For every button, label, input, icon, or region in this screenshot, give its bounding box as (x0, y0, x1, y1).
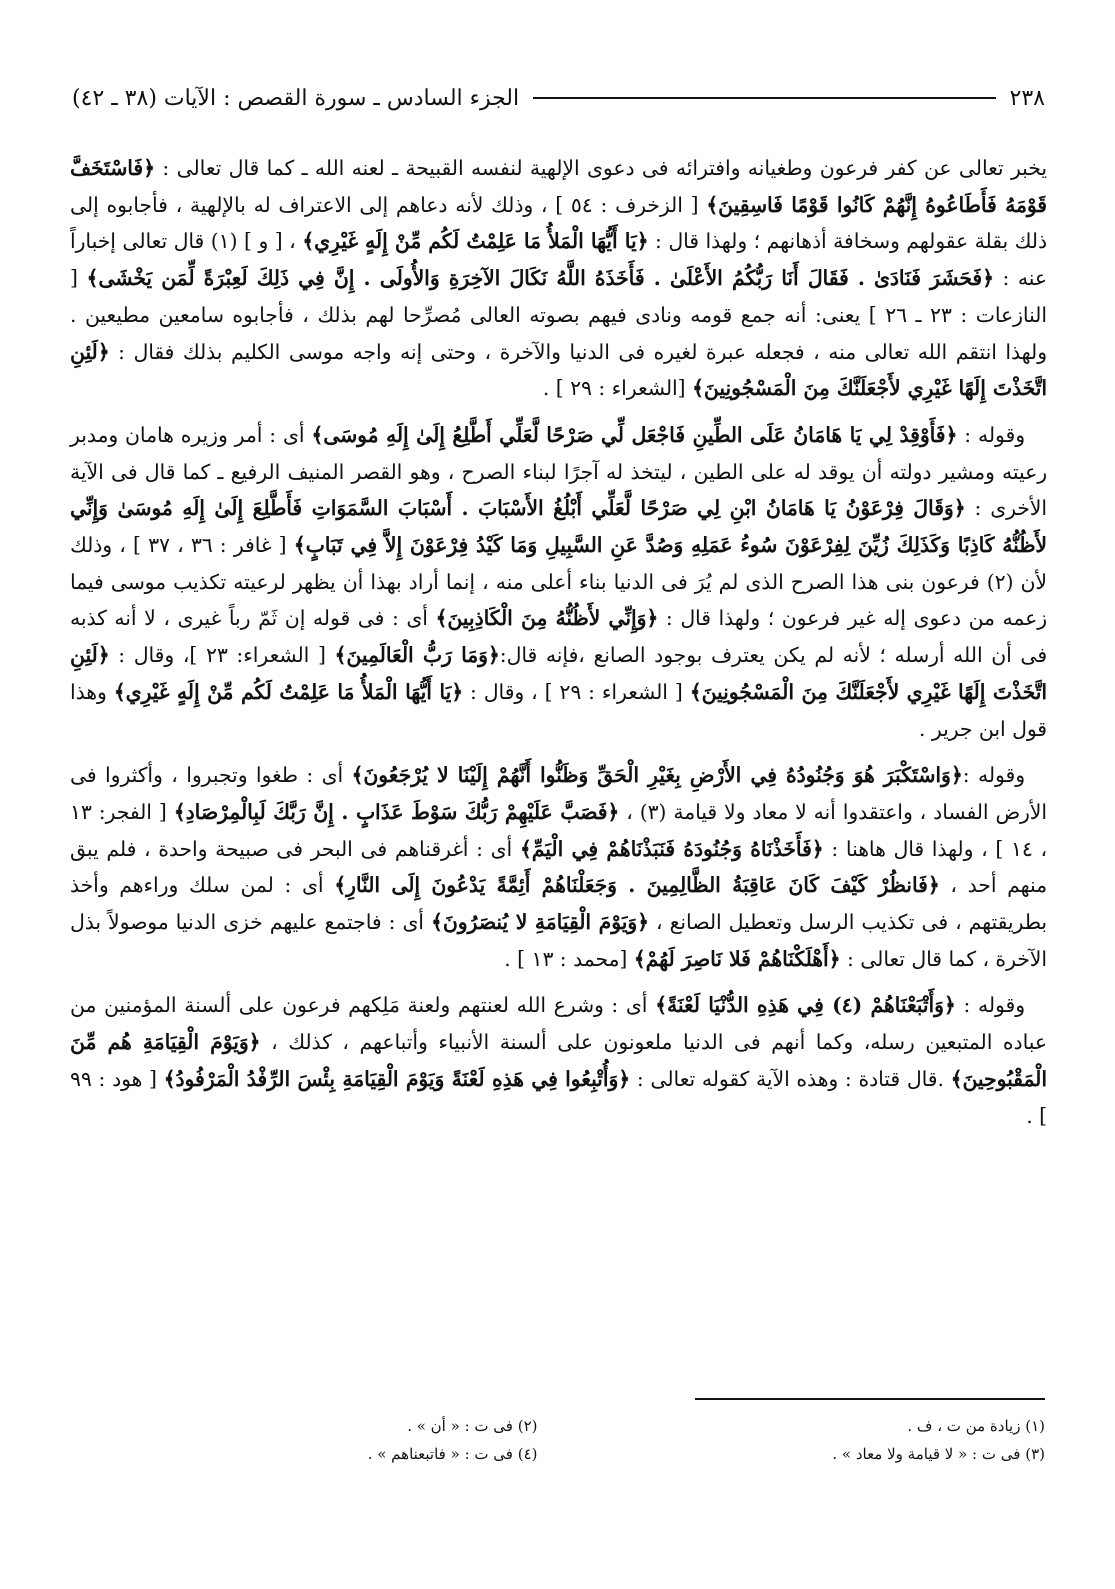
paragraph (70, 757, 1047, 977)
quran-quote: ﴿وَأَتْبَعْنَاهُمْ (٤) فِي هَذِهِ الدُّنْيَا لَعْنَةً﴾ (655, 993, 956, 1018)
text-run: .قال قتادة : وهذه الآية كقوله تعالى : (630, 1066, 951, 1091)
text-run: [ الفجر: ١٣ ، ١٤ ] ، ولهذا قال هاهنا : (70, 799, 1047, 861)
quran-quote: ﴿فَصَبَّ عَلَيْهِمْ رَبُّكَ سَوْطَ عَذَابٍ . إِنَّ رَبَّكَ لَبِالْمِرْصَادِ﴾ (173, 799, 620, 824)
text-run: [ الشعراء : ٢٩ ] ، وقال : (463, 679, 690, 704)
quran-quote: ﴿وَيَوْمَ الْقِيَامَةِ لا يُنصَرُونَ﴾ (430, 910, 650, 935)
text-run: وهذا قول ابن جرير . (70, 679, 1047, 741)
footnote-1: (١) زيادة من ت ، ف . (907, 1417, 1045, 1435)
text-run: يخبر تعالى عن كفر فرعون وطغيانه وافترائه فى دعوى الإلهية لنفسه القبيحة ـ لعنه الله ـ كما قال تعالى : (154, 156, 1047, 180)
text-run: أى : فى قوله إن ثَمّ رباً غيرى ، لا أنه كذبه فى أن الله أرسله ؛ لأنه لم يكن يعترف بوجود الصانع ،فإنه قال: (70, 606, 1048, 668)
quran-quote: ﴿وَقَالَ فِرْعَوْنُ يَا هَامَانُ ابْنِ لِي صَرْحًا لَّعَلِّي أَبْلُغُ الأَسْبَابَ . أَسْبَابَ السَّمَوَاتِ فَأَطَّلِعَ إِلَىٰ إِلَهِ مُوسَىٰ وَإِنِّي لأَظُنُّهُ كَاذِبًا وَكَذَلِكَ زُيِّنَ لِفِرْعَوْنَ سُوءُ عَمَلِهِ وَصُدَّ عَنِ السَّبِيلِ وَمَا كَيْدُ فِرْعَوْنَ إِلاَّ فِي تَبَابٍ﴾ (70, 496, 1047, 558)
quran-quote: ﴿وَإِنِّي لأَظُنُّهُ مِنَ الْكَاذِبِينَ﴾ (435, 606, 659, 631)
quran-quote: ﴿وَمَا رَبُّ الْعَالَمِينَ﴾ (334, 643, 500, 668)
text-run: أى : أغرقناهم فى البحر فى صبيحة واحدة ، فلم يبق منهم أحد ، (70, 836, 1047, 898)
quran-quote: ﴿فَانظُرْ كَيْفَ كَانَ عَاقِبَةُ الظَّالِمِينَ . وَجَعَلْنَاهُمْ أَئِمَّةً يَدْعُونَ إِلَى النَّارِ﴾ (334, 873, 940, 898)
text-run: [ غافر : ٣٦ ، ٣٧ ] ، وذلك لأن (٢) فرعون بنى هذا الصرح الذى لم يُرَ فى الدنيا بناء أعلى منه ، إنما أراد بهذا أن يظهر لرعيته تكذيب موسى فيما زعمه من دعوى إله غير فرعون ؛ ولهذا قال : (70, 533, 1048, 631)
text-run: أى : أمر وزيره هامان ومدبر رعيته ومشير دولته أن يوقد له على الطين ، ليتخذ له آجرًا لبناء الصرح ، وهو القصر المنيف الرفيع ـ كما قال فى الآية الأخرى : (70, 422, 1048, 521)
footnotes (70, 1412, 1045, 1468)
quran-quote: ﴿فَاسْتَخَفَّ قَوْمَهُ فَأَطَاعُوهُ إِنَّهُمْ كَانُوا قَوْمًا فَاسِقِينَ﴾ (70, 156, 1047, 217)
text-run: أى : وشرع الله لعنتهم ولعنة مَلِكهم فرعون على ألسنة المؤمنين من عباده المتبعين رسله، وكما أنهم فى الدنيا ملعونون على ألسنة الأنبياء وأتباعهم ، كذلك ، (70, 993, 1047, 1055)
running-header (72, 78, 1045, 118)
tafsir-body (70, 150, 1047, 1134)
text-run: [محمد : ١٣ ] . (504, 946, 634, 971)
page-number: ٢٣٨ (1009, 85, 1045, 111)
text-run: [ هود : ٩٩ ] . (70, 1066, 1047, 1128)
text-run: وقوله : (962, 763, 1026, 788)
footnote-4: (٤) فى ت : « فاتبعناهم » . (367, 1445, 538, 1463)
header-title: الجزء السادس ـ سورة القصص : الآيات (٣٨ ـ ٤٢) (72, 85, 520, 111)
text-run: ، [ و ] (١) قال تعالى إخباراً عنه : (70, 229, 1047, 291)
paragraph (70, 987, 1047, 1134)
text-run: [ النازعات : ٢٣ ـ ٢٦ ] يعنى: أنه جمع قومه ونادى فيهم بصوته العالى مُصرِّحا لهم بذلك ، فأجابوه سامعين مطيعين . ولهذا انتقم الله تعالى منه ، فجعله عبرة لغيره فى الدنيا والآخرة ، وحتى إنه واجه موسى الكليم بذلك فقال : (70, 266, 1048, 364)
quran-quote: ﴿فَأَخَذْنَاهُ وَجُنُودَهُ فَنَبَذْنَاهُمْ فِي الْيَمِّ﴾ (519, 836, 824, 861)
quran-quote: ﴿فَحَشَرَ فَنَادَىٰ . فَقَالَ أَنَا رَبُّكُمُ الأَعْلَىٰ . فَأَخَذَهُ اللَّهُ نَكَالَ الآخِرَةِ وَالأُولَى . إِنَّ فِي ذَلِكَ لَعِبْرَةً لِّمَن يَخْشَى﴾ (86, 266, 995, 291)
quran-quote: ﴿وَاسْتَكْبَرَ هُوَ وَجُنُودُهُ فِي الأَرْضِ بِغَيْرِ الْحَقِّ وَظَنُّوا أَنَّهُمْ إِلَيْنَا لا يُرْجَعُونَ﴾ (351, 763, 963, 788)
quran-quote: ﴿وَيَوْمَ الْقِيَامَةِ هُم مِّنَ الْمَقْبُوحِينَ﴾ (70, 1030, 1047, 1091)
quran-quote: ﴿فَأَوْقِدْ لِي يَا هَامَانُ عَلَى الطِّينِ فَاجْعَل لِّي صَرْحًا لَّعَلِّي أَطَّلِعُ إِلَىٰ إِلَهِ مُوسَى﴾ (311, 422, 958, 447)
footnote-rule (695, 1398, 1045, 1400)
text-run: [ الزخرف : ٥٤ ] ، وذلك لأنه دعاهم إلى الاعتراف له بالإلهية ، فأجابوه إلى ذلك بقلة عقولهم وسخافة أذهانهم ؛ ولهذا قال : (70, 192, 1047, 254)
text-run: أى : لمن سلك وراءهم وأخذ بطريقتهم ، فى تكذيب الرسل وتعطيل الصانع ، (70, 873, 1047, 935)
text-run: [ الشعراء: ٢٣ ]، وقال : (109, 643, 335, 668)
paragraph (70, 150, 1047, 407)
text-run: وقوله : (955, 993, 1026, 1018)
text-run: وقوله : (957, 422, 1026, 447)
quran-quote: ﴿أَهْلَكْنَاهُمْ فَلا نَاصِرَ لَهُمْ﴾ (633, 946, 841, 971)
text-run: أى : طغوا وتجبروا ، وأكثروا فى الأرض الفساد ، واعتقدوا أنه لا معاد ولا قيامة (٣) ، (70, 763, 1048, 824)
text-run: [الشعراء : ٢٩ ] . (542, 376, 693, 401)
quran-quote: ﴿يَا أَيُّهَا الْمَلأُ مَا عَلِمْتُ لَكُم مِّنْ إِلَهٍ غَيْرِي﴾ (302, 229, 649, 254)
header-rule (533, 97, 995, 99)
footnote-2: (٢) فى ت : « أن » . (407, 1417, 538, 1435)
quran-quote: ﴿يَا أَيُّهَا الْمَلأُ مَا عَلِمْتُ لَكُم مِّنْ إِلَهٍ غَيْرِي﴾ (113, 679, 464, 704)
paragraph (70, 417, 1047, 747)
quran-quote: ﴿لَئِنِ اتَّخَذْتَ إِلَهًا غَيْرِي لأَجْعَلَنَّكَ مِنَ الْمَسْجُونِينَ﴾ (70, 643, 1047, 704)
text-run: أى : فاجتمع عليهم خزى الدنيا موصولاً بذل الآخرة ، كما قال تعالى : (70, 910, 1047, 971)
quran-quote: ﴿وَأُتْبِعُوا فِي هَذِهِ لَعْنَةً وَيَوْمَ الْقِيَامَةِ بِئْسَ الرِّفْدُ الْمَرْفُودُ﴾ (163, 1066, 631, 1091)
footnote-3: (٣) فى ت : « لا قيامة ولا معاد » . (832, 1445, 1045, 1463)
quran-quote: ﴿لَئِنِ اتَّخَذْتَ إِلَهًا غَيْرِي لأَجْعَلَنَّكَ مِنَ الْمَسْجُونِينَ﴾ (70, 339, 1047, 401)
